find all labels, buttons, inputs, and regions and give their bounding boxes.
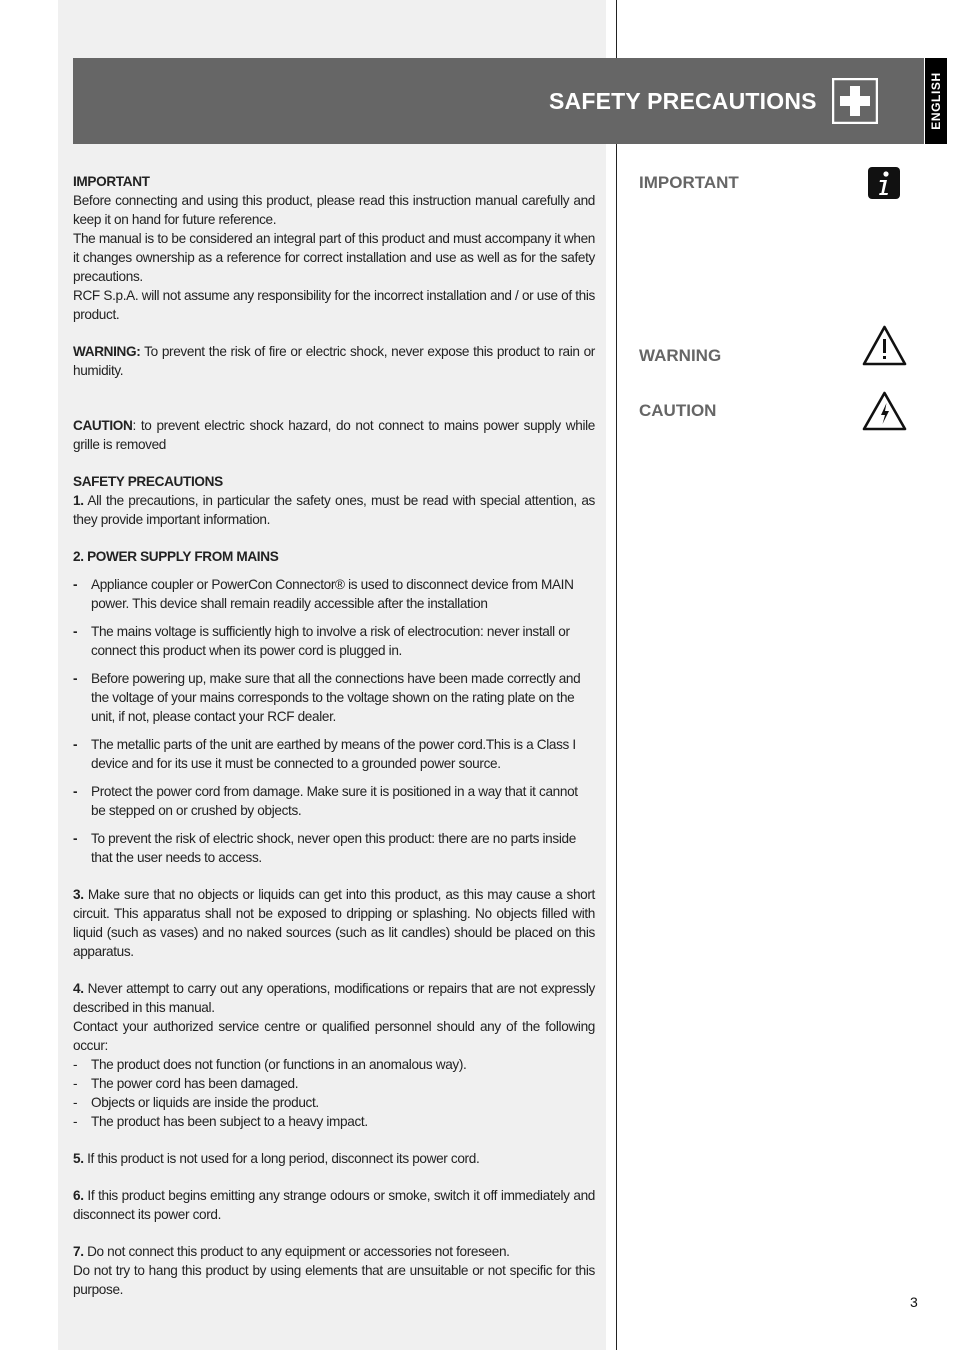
list-item: - The mains voltage is sufficiently high to involve a risk of electrocution: never install or connect this product when its power cord is plugged in.: [73, 624, 570, 658]
safety-heading: SAFETY PRECAUTIONS: [73, 474, 223, 489]
safety-item-3: 3. Make sure that no objects or liquids can get into this product, as this may cause a short circuit. This apparatus shall not be exposed to dripping or splashing. No objects filled with liquid (such as vases) and no naked sources (such as lit candles) should be placed on this apparatus.: [73, 887, 595, 959]
page-title: SAFETY PRECAUTIONS: [549, 88, 817, 114]
caution-paragraph: CAUTION: to prevent electric shock hazard, do not connect to mains power supply while grille is removed: [73, 418, 595, 452]
list-item: - To prevent the risk of electric shock, never open this product: there are no parts inside that the user needs to access.: [73, 831, 576, 865]
list-item: - The product does not function (or functions in an anomalous way).: [73, 1057, 467, 1072]
sidebar-caution-label: CAUTION: [639, 401, 717, 420]
safety-item-4: 4. Never attempt to carry out any operations, modifications or repairs that are not expressly described in this manual.: [73, 981, 595, 1015]
safety-item-5: 5. If this product is not used for a long period, disconnect its power cord.: [73, 1151, 480, 1166]
language-tab: [925, 58, 947, 144]
safety-item-7-hang: Do not try to hang this product by using elements that are unsuitable or not specific for this purpose.: [73, 1263, 595, 1297]
first-aid-cross-icon: [832, 78, 878, 124]
malfunction-list: [73, 1055, 595, 1131]
list-item: - The metallic parts of the unit are earthed by means of the power cord.This is a Class I device and for its use it must be connected to a grounded power source.: [73, 737, 576, 771]
warning-triangle-icon: [862, 325, 907, 366]
list-item: - Protect the power cord from damage. Make sure it is positioned in a way that it cannot be stepped on or crushed by objects.: [73, 784, 578, 818]
important-paragraph-2: The manual is to be considered an integral part of this product and must accompany it when it changes ownership as a reference for correct installation and use as well as for the safety precautions.: [73, 231, 595, 284]
safety-item-1: 1. All the precautions, in particular the safety ones, must be read with special attention, as they provide important information.: [73, 493, 595, 527]
important-paragraph-1: Before connecting and using this product, please read this instruction manual carefully and keep it on hand for future reference.: [73, 193, 595, 227]
main-text: [73, 172, 595, 1299]
list-item: - The power cord has been damaged.: [73, 1076, 299, 1091]
electric-shock-triangle-icon: [862, 391, 907, 431]
info-icon: [868, 167, 900, 199]
safety-item-7: 7. Do not connect this product to any equipment or accessories not foreseen.: [73, 1244, 510, 1259]
safety-item-4-contact: Contact your authorized service centre or qualified personnel should any of the following occur:: [73, 1019, 595, 1053]
power-supply-heading: 2. POWER SUPPLY FROM MAINS: [73, 549, 279, 564]
list-item: - The product has been subject to a heavy impact.: [73, 1114, 368, 1129]
language-label: ENGLISH: [929, 72, 943, 130]
power-supply-list: [73, 575, 595, 867]
safety-item-6: 6. If this product begins emitting any strange odours or smoke, switch it off immediately and disconnect its power cord.: [73, 1188, 595, 1222]
sidebar-warning-label: WARNING: [639, 346, 722, 365]
column-divider: [616, 0, 617, 1350]
list-item: - Objects or liquids are inside the product.: [73, 1095, 319, 1110]
important-paragraph-3: RCF S.p.A. will not assume any responsibility for the incorrect installation and / or use of this product.: [73, 288, 595, 322]
warning-paragraph: WARNING: To prevent the risk of fire or electric shock, never expose this product to rain or humidity.: [73, 344, 595, 378]
list-item: - Appliance coupler or PowerCon Connector® is used to disconnect device from MAIN power. This device shall remain readily accessible after the installation: [73, 577, 574, 611]
page-number: 3: [910, 1294, 918, 1310]
important-heading: IMPORTANT: [73, 174, 150, 189]
sidebar-important-label: IMPORTANT: [639, 173, 739, 192]
list-item: - Before powering up, make sure that all the connections have been made correctly and the voltage of your mains corresponds to the voltage shown on the rating plate on the unit, if not, please contact your RCF dealer.: [73, 671, 581, 724]
